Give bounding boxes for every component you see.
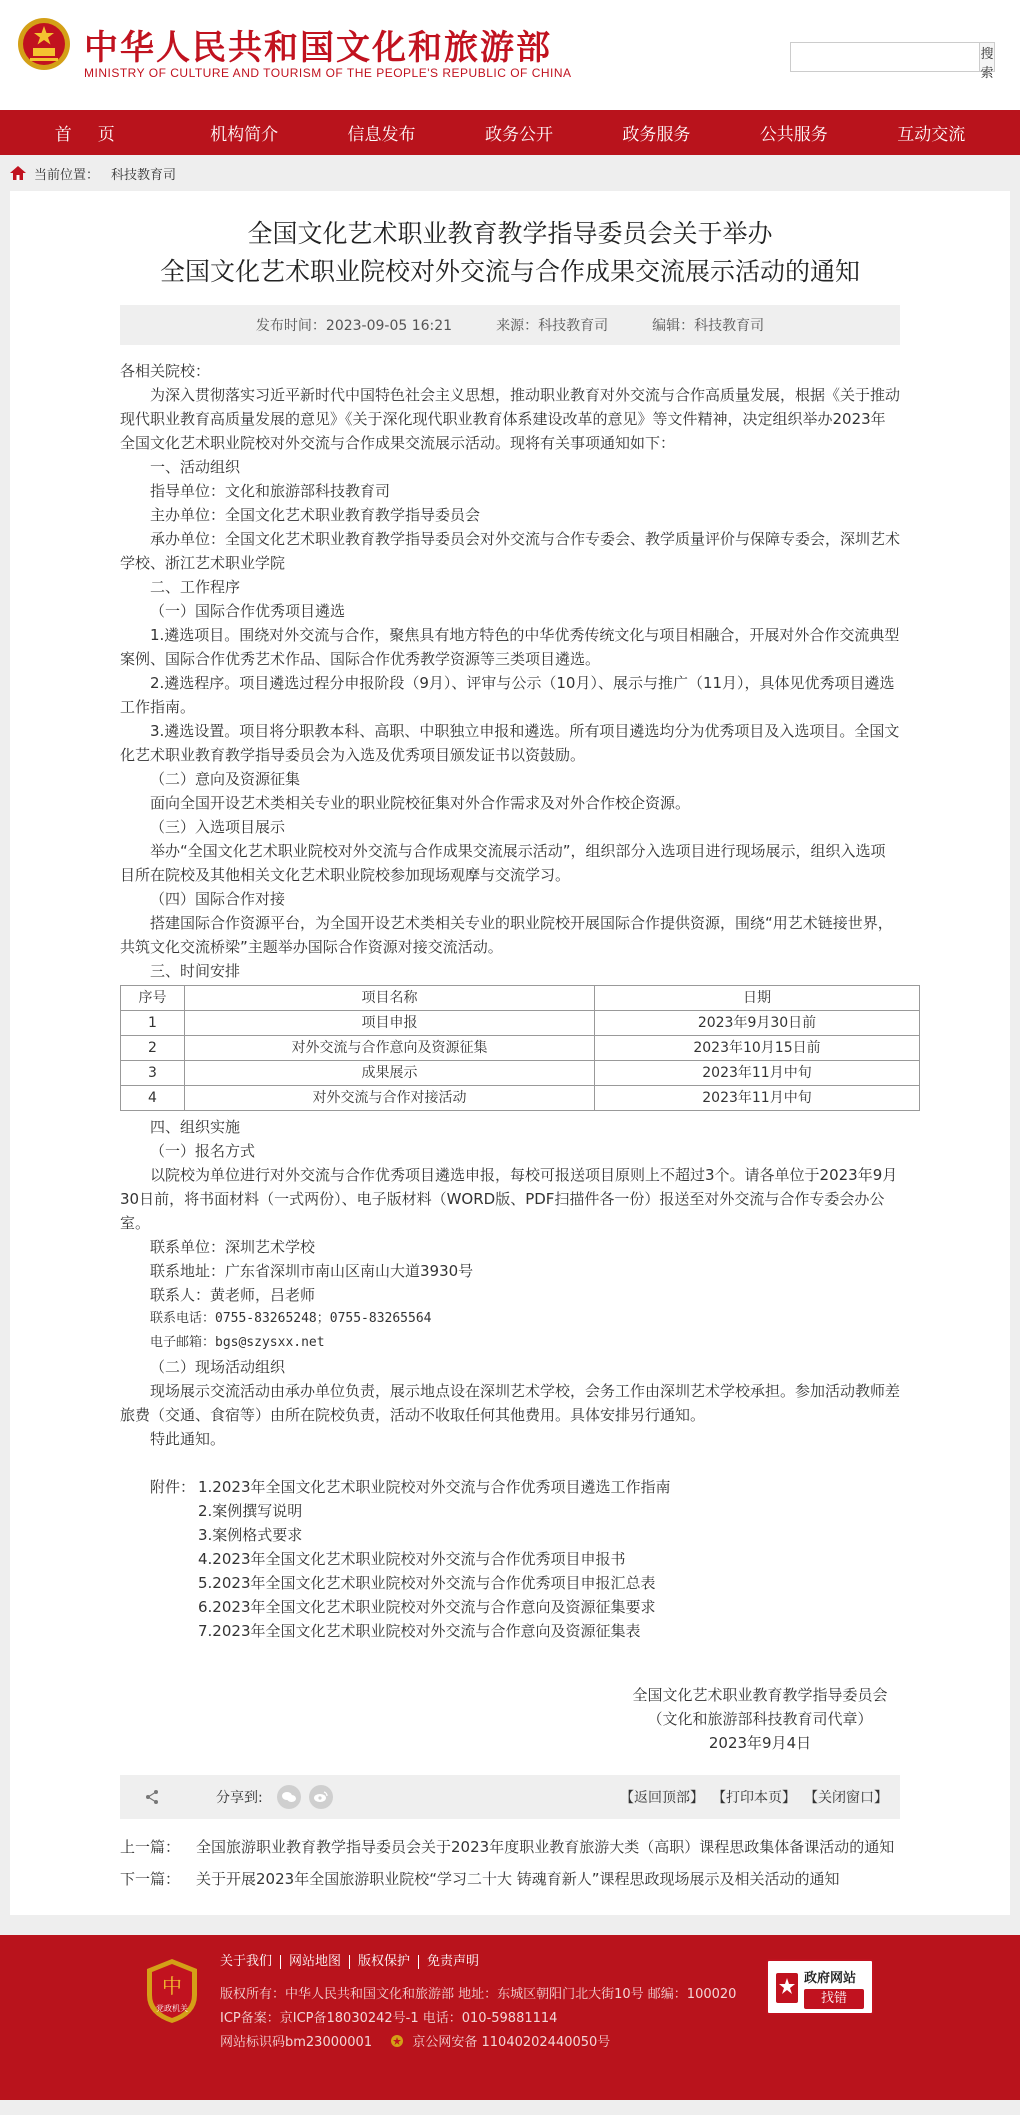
nav-government-services[interactable]: 政务服务 [622, 125, 691, 145]
attachment-item[interactable]: 6.2023年全国文化艺术职业院校对外交流与合作意向及资源征集要求 [198, 1598, 656, 1616]
table-cell: 3 [121, 1061, 185, 1086]
paragraph: 为深入贯彻落实习近平新时代中国特色社会主义思想，推动职业教育对外交流与合作高质量发展，根据《关于推动现代职业教育高质量发展的意见》《关于深化现代职业教育体系建设改革的意见》等文件精神，决定组织举办2023年全国文化艺术职业院校对外交流与合作成果交流展示活动。现将有关事项通知如下： [120, 386, 901, 452]
nav-news[interactable]: 信息发布 [347, 125, 416, 145]
breadcrumb [0, 155, 1020, 191]
attachment-item[interactable]: 4.2023年全国文化艺术职业院校对外交流与合作优秀项目申报书 [198, 1550, 626, 1568]
prev-article-link[interactable]: 全国旅游职业教育教学指导委员会关于2023年度职业教育旅游大类（高职）课程思政集体备课活动的通知 [196, 1838, 895, 1856]
next-article [120, 1863, 900, 1895]
section-heading: 四、组织实施 [150, 1118, 241, 1136]
signature-block [120, 1683, 900, 1755]
paragraph: 承办单位：全国文化艺术职业教育教学指导委员会对外交流与合作专委会、教学质量评价与保障专委会，深圳艺术学校、浙江艺术职业学院 [120, 530, 901, 572]
police-badge-icon [390, 2034, 404, 2048]
share-bar [120, 1775, 900, 1819]
site-header [0, 0, 1020, 110]
subsection-heading: （三）入选项目展示 [150, 818, 286, 836]
paragraph: 主办单位：全国文化艺术职业教育教学指导委员会 [150, 506, 481, 524]
closing-remark: 特此通知。 [150, 1430, 226, 1448]
search-box [790, 42, 995, 81]
nav-interaction[interactable]: 互动交流 [897, 125, 966, 145]
footer-link-disclaimer[interactable]: 免责声明 [427, 1954, 480, 1969]
nav-about[interactable]: 机构简介 [210, 125, 279, 145]
site-subtitle: MINISTRY OF CULTURE AND TOURISM OF THE PEOPLE'S REPUBLIC OF CHINA [84, 66, 572, 80]
footer-site-code: 网站标识码bm23000001 [220, 2035, 373, 2050]
signature-org: 全国文化艺术职业教育教学指导委员会 [632, 1686, 888, 1704]
svg-text:中: 中 [162, 1974, 182, 1998]
prev-article [120, 1831, 900, 1863]
paragraph: 面向全国开设艺术类相关专业的职业院校征集对外合作需求及对外合作校企资源。 [150, 794, 691, 812]
subsection-heading: （一）报名方式 [150, 1142, 256, 1160]
article-meta [120, 305, 900, 345]
national-emblem-icon [16, 14, 72, 74]
nav-public-services[interactable]: 公共服务 [759, 125, 828, 145]
table-cell: 1 [121, 1011, 185, 1036]
table-row [121, 1061, 920, 1086]
table-cell: 4 [121, 1086, 185, 1111]
next-article-label: 下一篇： [120, 1870, 181, 1888]
main-nav [0, 110, 1020, 155]
attachments [120, 1475, 900, 1643]
footer-copyright: 版权所有：中华人民共和国文化和旅游部 地址：东城区朝阳门北大街10号 邮编：100020 [220, 1987, 737, 2002]
attachment-list [198, 1475, 671, 1643]
breadcrumb-label: 当前位置： [34, 167, 100, 183]
prev-article-label: 上一篇： [120, 1838, 181, 1856]
share-actions [620, 1787, 888, 1807]
breadcrumb-section-link[interactable]: 科技教育司 [111, 167, 177, 183]
table-header-cell: 日期 [595, 986, 920, 1011]
paragraph: 现场展示交流活动由承办单位负责，展示地点设在深圳艺术学校，会务工作由深圳艺术学校承担。参加活动教师差旅费（交通、食宿等）由所在院校负责，活动不收取任何其他费用。具体安排另行通知。 [120, 1382, 901, 1424]
subsection-heading: （二）意向及资源征集 [150, 770, 301, 788]
search-button[interactable]: 搜索 [979, 43, 994, 71]
table-cell: 成果展示 [185, 1061, 595, 1086]
nav-home[interactable]: 首页 [54, 125, 141, 145]
table-row [121, 1036, 920, 1061]
article [10, 191, 1010, 1915]
error-report-icon [774, 1971, 800, 2005]
table-cell: 2023年10月15日前 [595, 1036, 920, 1061]
footer-link-about[interactable]: 关于我们 [220, 1955, 281, 1969]
footer-link-sitemap[interactable]: 网站地图 [281, 1955, 350, 1969]
table-row [121, 1086, 920, 1111]
subsection-heading: （二）现场活动组织 [150, 1358, 286, 1376]
section-heading: 一、活动组织 [150, 458, 241, 476]
table-header-row [121, 986, 920, 1011]
weibo-share-icon[interactable] [309, 1785, 333, 1809]
footer-police-record[interactable]: 京公网安备 11040202440050号 [412, 2035, 611, 2050]
gov-site-error-report-badge[interactable] [766, 1959, 874, 2015]
footer-link-copyright[interactable]: 版权保护 [350, 1955, 419, 1969]
table-cell: 2023年9月30日前 [595, 1011, 920, 1036]
publish-date: 发布时间：2023-09-05 16:21 [255, 318, 453, 334]
attachment-item[interactable]: 3.案例格式要求 [198, 1526, 303, 1544]
back-to-top-link[interactable]: 【返回顶部】 [620, 1790, 704, 1806]
article-title-line1: 全国文化艺术职业教育教学指导委员会关于举办 [247, 219, 773, 248]
site-title: 中华人民共和国文化和旅游部 [84, 28, 552, 68]
table-cell: 2 [121, 1036, 185, 1061]
contact-person: 联系人：黄老师，吕老师 [150, 1286, 316, 1304]
signature-seal: （文化和旅游部科技教育司代章） [647, 1710, 873, 1728]
contact-email: 电子邮箱：bgs@szysxx.net [150, 1335, 325, 1350]
home-icon [10, 166, 26, 180]
subsection-heading: （一）国际合作优秀项目遴选 [150, 602, 346, 620]
article-title [120, 215, 900, 291]
attachment-item[interactable]: 1.2023年全国文化艺术职业院校对外交流与合作优秀项目遴选工作指南 [198, 1478, 671, 1496]
site-footer [0, 1935, 1020, 2100]
paragraph: 3.遴选设置。项目将分职教本科、高职、中职独立申报和遴选。所有项目遴选均分为优秀项目及入选项目。全国文化艺术职业教育教学指导委员会为入选及优秀项目颁发证书以资鼓励。 [120, 722, 900, 764]
print-page-link[interactable]: 【打印本页】 [712, 1790, 796, 1806]
section-heading: 三、时间安排 [150, 962, 241, 980]
paragraph: 指导单位：文化和旅游部科技教育司 [150, 482, 391, 500]
footer-icp: ICP备案：京ICP备18030242号-1 电话：010-59881114 [220, 2011, 558, 2026]
article-source: 来源：科技教育司 [496, 318, 609, 334]
paragraph: 以院校为单位进行对外交流与合作优秀项目遴选申报，每校可报送项目原则上不超过3个。请各单位于2023年9月30日前，将书面材料（一式两份）、电子版材料（WORD版、PDF扫描件各一份）报送至对外交流与合作专委会办公室。 [120, 1166, 898, 1232]
table-cell: 对外交流与合作意向及资源征集 [185, 1036, 595, 1061]
wechat-share-icon[interactable] [277, 1785, 301, 1809]
close-window-link[interactable]: 【关闭窗口】 [804, 1790, 888, 1806]
search-input[interactable] [791, 43, 979, 71]
contact-phone: 联系电话：0755-83265248；0755-83265564 [150, 1311, 432, 1326]
paragraph: 搭建国际合作资源平台，为全国开设艺术类相关专业的职业院校开展国际合作提供资源，围绕“用艺术链接世界，共筑文化交流桥梁”主题举办国际合作资源对接交流活动。 [120, 914, 893, 956]
attachments-label: 附件： [150, 1478, 196, 1496]
next-article-link[interactable]: 关于开展2023年全国旅游职业院校“学习二十大 铸魂育新人”课程思政现场展示及相关活动的通知 [196, 1870, 840, 1888]
salutation: 各相关院校： [120, 362, 211, 380]
table-cell: 对外交流与合作对接活动 [185, 1086, 595, 1111]
attachment-item[interactable]: 7.2023年全国文化艺术职业院校对外交流与合作意向及资源征集表 [198, 1622, 641, 1640]
attachment-item[interactable]: 5.2023年全国文化艺术职业院校对外交流与合作优秀项目申报汇总表 [198, 1574, 656, 1592]
contact-unit: 联系单位：深圳艺术学校 [150, 1238, 316, 1256]
nav-government-affairs[interactable]: 政务公开 [484, 125, 553, 145]
share-icon[interactable] [144, 1789, 160, 1805]
attachment-item[interactable]: 2.案例撰写说明 [198, 1502, 303, 1520]
subsection-heading: （四）国际合作对接 [150, 890, 286, 908]
contact-address: 联系地址：广东省深圳市南山区南山大道3930号 [150, 1262, 474, 1280]
paragraph: 1.遴选项目。围绕对外交流与合作，聚焦具有地方特色的中华优秀传统文化与项目相融合，开展对外合作交流典型案例、国际合作优秀艺术作品、国际合作优秀教学资源等三类项目遴选。 [120, 626, 900, 668]
table-cell: 2023年11月中旬 [595, 1061, 920, 1086]
party-government-badge-icon[interactable] [145, 1957, 199, 2025]
footer-site-code-row [220, 2031, 610, 2050]
section-heading: 二、工作程序 [150, 578, 241, 596]
article-editor: 编辑：科技教育司 [652, 318, 765, 334]
footer-links [220, 1955, 487, 1969]
gov-badge-action: 找错 [804, 1989, 864, 2009]
signature-date: 2023年9月4日 [708, 1734, 812, 1752]
table-cell: 2023年11月中旬 [595, 1086, 920, 1111]
paragraph: 举办“全国文化艺术职业院校对外交流与合作成果交流展示活动”，组织部分入选项目进行现场展示，组织入选项目所在院校及其他相关文化艺术职业院校参加现场观摩与交流学习。 [120, 842, 886, 884]
article-body [120, 359, 900, 1755]
article-title-line2: 全国文化艺术职业院校对外交流与合作成果交流展示活动的通知 [159, 257, 860, 286]
table-header-cell: 项目名称 [185, 986, 595, 1011]
paragraph: 2.遴选程序。项目遴选过程分申报阶段（9月）、评审与公示（10月）、展示与推广（11月），具体见优秀项目遴选工作指南。 [120, 674, 895, 716]
table-header-cell: 序号 [121, 986, 185, 1011]
badge-text: 党政机关 [156, 2004, 188, 2013]
schedule-table [120, 985, 920, 1111]
prev-next-nav [120, 1831, 900, 1895]
share-label: 分享到: [216, 1790, 263, 1806]
table-cell: 项目申报 [185, 1011, 595, 1036]
table-row [121, 1011, 920, 1036]
gov-badge-title: 政府网站 [804, 1971, 857, 1986]
